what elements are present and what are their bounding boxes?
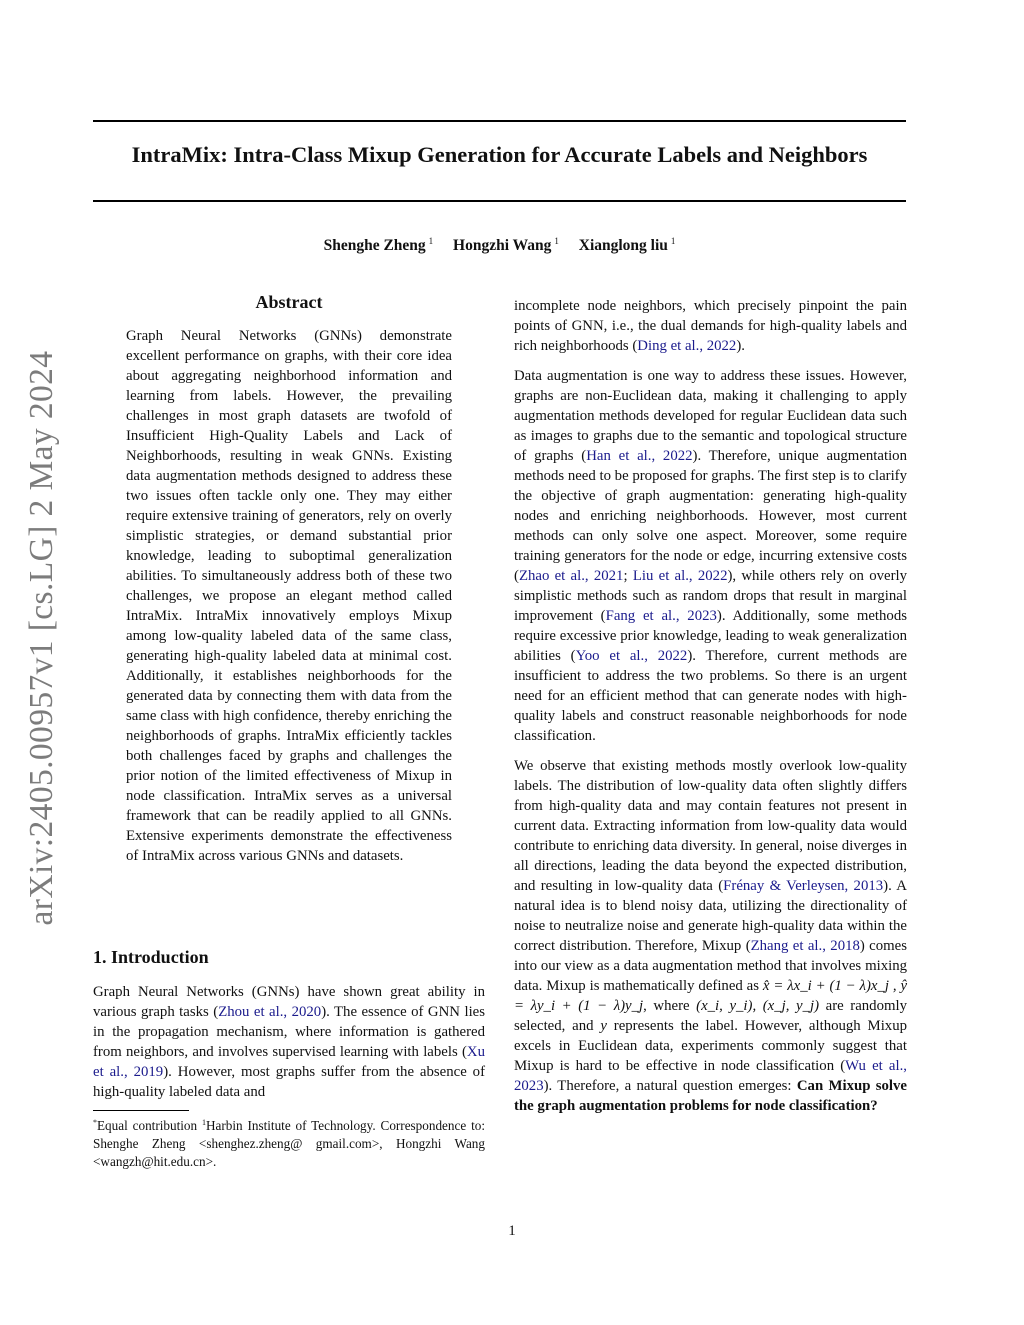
math-formula: (x_i, y_i), (x_j, y_j)	[696, 998, 820, 1014]
intro-paragraph: Graph Neural Networks (GNNs) have shown great ability in various graph tasks (Zhou et al., 2020). The essence of GNN lies in the propagation mechanism, where information is gathered from neighbors, and involves supervised learning with labels (Xu et al., 2019). However, most graphs suffer from the absence of high-quality labeled data and	[93, 984, 486, 1100]
title-rule-bottom	[93, 200, 906, 202]
title-rule-top	[93, 120, 906, 122]
paragraph: Data augmentation is one way to address these issues. However, graphs are non-Euclidean data, making it challenging to apply augmentation methods developed for regular Euclidean data such as images to graphs due to the semantic and topological structure of graphs (Han et al., 2022). Therefore, unique augmentation methods need to be proposed for graphs. The first step is to clarify the objective of graph augmentation: generating high-quality nodes and enriching neighborhoods. However, most current methods can only solve one aspect. Moreover, some require training generators for the node or edge, incurring extensive costs (Zhao et al., 2021; Liu et al., 2022), while others rely on overly simplistic methods such as random drops that result in marginal improvement (Fang et al., 2023). Additionally, some methods require excessive prior knowledge, leading to weak generalization abilities (Yoo et al., 2022). Therefore, current methods are insufficient to address the two problems. So there is an urgent need for an efficient method that can generate nodes with high-quality labels and construct reasonable neighborhoods for node classification.	[514, 368, 908, 744]
citation-link[interactable]: Xu et al., 2019	[93, 1044, 485, 1080]
math-formula: x̂ = λx_i + (1 − λ)x_j , ŷ = λy_i + (1 − λ)y_j	[514, 978, 908, 1014]
math-symbol: y	[600, 1018, 607, 1034]
author-1: Shenghe Zheng $^1$	[323, 236, 434, 254]
abstract-heading: Abstract	[255, 292, 323, 312]
right-column	[514, 296, 907, 1126]
page-number: 1	[508, 1223, 516, 1239]
footnote-rule	[93, 1110, 189, 1111]
author-list	[93, 236, 906, 255]
paragraph: We observe that existing methods mostly overlook low-quality labels. The distribution of low-quality data often slightly differs from high-quality data and may contain features not present in current data. Extracting information from low-quality data would contribute to enriching data diversity. In general, noise diverges in all directions, leading the data beyond the expected distribution, and resulting in low-quality data (Frénay & Verleysen, 2013). A natural idea is to blend noisy data, utilizing the directionality of noise to neutralize noise and generate high-quality data within the correct distribution. Therefore, Mixup (Zhang et al., 2018) comes into our view as a data augmentation method that involves mixing data. Mixup is mathematically defined as x̂ = λx_i + (1 − λ)x_j , ŷ = λy_i + (1 − λ)y_j, where (x_i, y_i), (x_j, y_j) are randomly selected, and y represents the label. However, although Mixup excels in Euclidean data, experiments commonly suggest that Mixup is hard to be effective in node classification (Wu et al., 2023). Therefore, a natural question emerges: Can Mixup solve the graph augmentation problems for node classification?	[514, 758, 908, 1114]
citation-link[interactable]: Fang et al., 2023	[605, 608, 717, 624]
citation-link[interactable]: Liu et al., 2022	[632, 568, 728, 584]
citation-link[interactable]: Zhang et al., 2018	[750, 938, 860, 954]
author-3: Xianglong liu $^1$	[578, 236, 676, 254]
paper-title: IntraMix: Intra-Class Mixup Generation for Accurate Labels and Neighbors	[131, 142, 868, 167]
section-heading-introduction: 1. Introduction	[93, 947, 209, 967]
arxiv-stamp: arXiv:2405.00957v1 [cs.LG] 2 May 2024	[23, 350, 60, 926]
citation-link[interactable]: Zhao et al., 2021	[518, 568, 624, 584]
abstract-text: Graph Neural Networks (GNNs) demonstrate excellent performance on graphs, with their core idea about aggregating neighborhood information and learning from labels. However, the prevailing challenges in most graph datasets are twofold of Insufficient High-Quality Labels and Lack of Neighborhoods, resulting in weak GNNs. Existing data augmentation methods designed to address these two issues often tackle only one. They may either require extensive training of generators, rely on overly simplistic strategies, or demand substantial prior knowledge, leading to suboptimal generalization abilities. To simultaneously address both of these two challenges, we propose an elegant method called IntraMix. IntraMix innovatively employs Mixup among low-quality labeled data of the same class, generating high-quality labeled data at minimal cost. Additionally, it establishes neighborhoods for the generated data by connecting them with data from the same class with high confidence, thereby enriching the neighborhoods of graphs. IntraMix efficiently tackles both challenges faced by graphs and challenges the prior notion of the limited effectiveness of Mixup in node classification. IntraMix serves as a universal framework that can be readily applied to all GNNs. Extensive experiments demonstrate the effectiveness of IntraMix across various GNNs and datasets.	[126, 328, 452, 864]
citation-link[interactable]: Han et al., 2022	[586, 448, 693, 464]
citation-link[interactable]: Yoo et al., 2022	[575, 648, 688, 664]
citation-link[interactable]: Wu et al., 2023	[514, 1058, 907, 1094]
footnote: *Equal contribution $^1$Harbin Institute of Technology. Correspondence to: Shenghe Zheng <shenghez.zheng@ gmail.com>, Hongzhi Wang <wangzh@hit.edu.cn>.	[93, 1118, 486, 1169]
citation-link[interactable]: Ding et al., 2022	[637, 338, 737, 354]
paragraph: incomplete node neighbors, which precisely pinpoint the pain points of GNN, i.e., the dual demands for high-quality labels and rich neighborhoods (Ding et al., 2022).	[514, 298, 907, 354]
citation-link[interactable]: Zhou et al., 2020	[218, 1004, 322, 1020]
research-question: Can Mixup solve the graph augmentation problems for node classification?	[514, 1078, 907, 1114]
author-2: Hongzhi Wang $^1$	[453, 236, 559, 254]
citation-link[interactable]: Frénay & Verleysen, 2013	[723, 878, 884, 894]
